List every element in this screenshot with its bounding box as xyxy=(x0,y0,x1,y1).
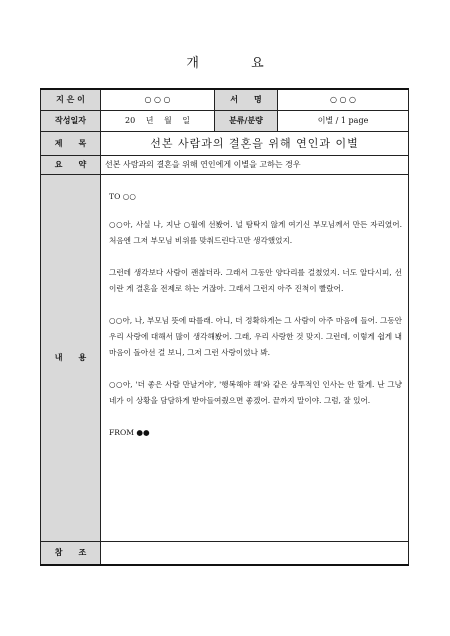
letter-paragraph-3: ○○아, 나, 부모님 뜻에 따를래. 아니, 더 정확하게는 그 사람이 아주 마음에 들어. 그동안 우리 사랑에 대해서 많이 생각해봤어. 그래, 우리 사랑한 것 맞지. 그런데, 이렇게 쉽게 내 마음이 돌아선 걸 보니, 그저 그런 사랑이었나 봐. xyxy=(109,315,402,357)
letter-paragraph-1: ○○아, 사실 나, 지난 ○월에 선봤어. 널 탐탁지 않게 여기신 부모님께서 만든 자리였어. 처음엔 그저 부모님 비위를 맞춰드린다고만 생각했었지. xyxy=(109,219,402,245)
name-label: 서 명 xyxy=(215,89,278,110)
author-value[interactable]: ○ ○ ○ xyxy=(101,89,215,110)
letter-to: TO ○○ xyxy=(109,191,136,201)
letter-from: FROM ●● xyxy=(109,427,150,437)
reference-row xyxy=(41,541,409,565)
name-value[interactable]: ○ ○ ○ xyxy=(278,89,409,110)
content-body[interactable] xyxy=(101,174,409,541)
summary-label: 요 약 xyxy=(41,155,101,174)
subject-label: 제 목 xyxy=(41,131,101,155)
summary-value[interactable]: 선본 사람과의 결혼을 위해 연인에게 이별을 고하는 경우 xyxy=(101,155,409,174)
page-title: 개 요 xyxy=(186,56,288,71)
author-row xyxy=(41,89,409,110)
summary-form-table xyxy=(40,88,409,566)
subject-row xyxy=(41,131,409,155)
date-label: 작성일자 xyxy=(41,110,101,131)
date-value[interactable]: 20 년 월 일 xyxy=(101,110,215,131)
date-row xyxy=(41,110,409,131)
letter-paragraph-4: ○○아, '더 좋은 사람 만날거야', '행복해야 해'와 같은 상투적인 인사는 안 할게. 난 그냥 네가 이 상황을 담담하게 받아들여줬으면 좋겠어. 끝까지 말이야. 그럼, 잘 있어. xyxy=(109,379,402,405)
summary-row xyxy=(41,155,409,174)
subject-value[interactable]: 선본 사람과의 결혼을 위해 연인과 이별 xyxy=(101,131,409,155)
author-label: 지 은 이 xyxy=(41,89,101,110)
category-label: 분류/분량 xyxy=(215,110,278,131)
content-label: 내 용 xyxy=(41,174,101,541)
reference-label: 참 조 xyxy=(41,541,101,565)
category-value[interactable]: 이별 / 1 page xyxy=(278,110,409,131)
content-row xyxy=(41,174,409,541)
reference-value[interactable] xyxy=(101,541,409,565)
letter-paragraph-2: 그런데 생각보다 사람이 괜찮더라. 그래서 그동안 양다리를 걸쳤었지. 너도 알다시피, 선이란 게 결혼을 전제로 하는 거잖아. 그래서 그런지 아주 진척이 빨랐어. xyxy=(109,267,402,293)
